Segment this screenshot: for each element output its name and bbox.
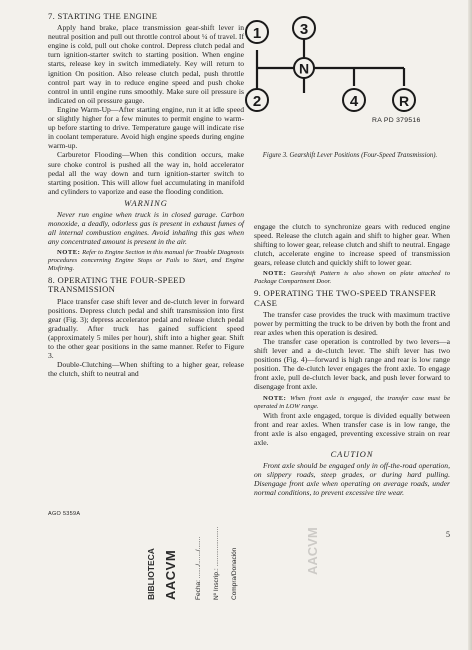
para-carburetor-flooding: Carburetor Flooding—When this condition occurs, make sure choke control is pushed all the way in, hold accelerator pedal all the way down and turn ignition-starter switch to starting position. This will allow fuel accumulating in manifold and cylinders to vaporize and ease the flooding condition. [48, 150, 244, 196]
gear-label-4: 4 [349, 93, 359, 110]
note-lead: NOTE: [57, 249, 81, 257]
para-engine-warmup: Engine Warm-Up—After starting engine, run it at idle speed or slightly higher for a few minutes to permit engine to warm-up before starting to drive. Temperature gauge will indicate rise in coolant temperature. Avoid high engine speeds during engine warm-up. [48, 104, 244, 151]
warning-text: Never run engine when truck is in closed garage. Carbon monoxide, a deadly, odorless gas is present in exhaust fumes of all internal combustion engines. Avoid inhaling this gas when any concentrated amount is present in the air. [48, 209, 244, 247]
right-column [254, 222, 450, 497]
para-transfer-1: The transfer case provides the truck with maximum tractive power by permitting the truck to be driven by both the front and rear axles when this operation is desired. [254, 309, 450, 337]
note-text: When front axle is engaged, the transfer case must be operated in LOW range. [254, 394, 450, 410]
stamp-line-inscripcion: Nº Inscrip.: ...................... [213, 526, 220, 600]
library-stamp [138, 508, 248, 602]
gear-label-reverse: R [398, 93, 410, 109]
gear-label-1: 1 [252, 25, 262, 42]
page-edge [468, 0, 472, 650]
stamp-ghost-text: AACVM [305, 527, 320, 575]
caution-title: CAUTION [330, 449, 374, 459]
note-gearshift-pattern [254, 270, 450, 286]
para-transfer-2: The transfer case operation is controlled by two levers—a shift lever and a de-clutch lever. The shift lever has two positions (Fig. 4)—forward is high range and rear is low range position. The de-clutch lever engages the front axle. To engage front axle, pull de-clutch lever back, and push lever forward to disengage front axle. [254, 336, 450, 392]
para-transfer-3: With front axle engaged, torque is divided equally between front and rear axles. When transfer case is in low range, the front axle is also engaged, preventing excessive strain on rear axle. [254, 410, 450, 447]
left-column [48, 12, 244, 378]
para-starting-engine: Apply hand brake, place transmission gear-shift lever in neutral position and pull out throttle control about ¼ of travel. If engine is cold, pull out choke control. Depress clutch pedal and turn ignition-starter switch to starting position. When engine starts, release key in switch immediately. Key will return to ignition On position. Also release clutch pedal, push throttle control part way in to reduce engine speed and push choke control in until engine runs smoothly. Make sure oil pressure is indicated on oil pressure gauge. [48, 23, 244, 105]
gear-position-1 [246, 21, 268, 43]
gear-position-reverse [393, 89, 415, 111]
para-double-clutching: Double-Clutching—When shifting to a higher gear, release the clutch, shift to neutral and [48, 360, 244, 379]
note-front-axle [254, 395, 450, 411]
figure-caption: Figure 3. Gearshift Lever Positions (Four-Speed Transmission). [262, 152, 438, 159]
note-trouble-diagnosis [48, 249, 244, 273]
heading-four-speed: 8. OPERATING THE FOUR-SPEED TRANSMISSION [48, 275, 186, 295]
page-number: 5 [446, 530, 450, 539]
figure-reference: RA PD 379516 [372, 117, 421, 124]
heading-transfer-case: 9. OPERATING THE TWO-SPEED TRANSFER CASE [254, 288, 437, 308]
gear-position-neutral [294, 58, 314, 78]
para-double-clutch-cont: engage the clutch to synchronize gears with reduced engine speed. Release the clutch again and shift to higher gear. When shifting to lower gear, release clutch and shift to neutral. Engage clutch, accelerate engine to increase speed of transmission gears, release clutch and quickly shift to lower gear. [254, 222, 450, 268]
stamp-line-aacvm: AACVM [163, 549, 178, 600]
gear-position-2 [246, 89, 268, 111]
warning-title: WARNING [124, 198, 168, 208]
note-lead: NOTE: [263, 270, 287, 278]
para-four-speed: Place transfer case shift lever and de-clutch lever in forward positions. Depress clutch pedal and shift transmission into first gear (Fig. 3); depress accelerator pedal and release clutch pedal gradually. After truck has gained sufficient speed (approximately 5 miles per hour), shift into a higher gear. Shift to the other gear positions in the same manner. Refer to Figure 3. [48, 296, 244, 361]
gear-label-2: 2 [252, 93, 262, 110]
gear-position-3 [293, 17, 315, 39]
stamp-bleedthrough [300, 515, 340, 575]
stamp-line-compra: Compra/Donación [231, 547, 238, 600]
gearshift-diagram [244, 8, 444, 133]
note-text: Gearshift Pattern is also shown on plate attached to Package Compartment Door. [254, 270, 450, 286]
gear-label-neutral: N [298, 60, 310, 77]
stamp-line-fecha: Fecha: ......./......./....... [195, 536, 202, 600]
stamp-line-biblioteca: BIBLIOTECA [146, 548, 156, 600]
gear-label-3: 3 [299, 21, 309, 38]
caution-text: Front axle should be engaged only in off-the-road operation, on slippery roads, steep grades, or during hard pulling. Disengage front axle when operating on average roads, under normal conditions, to prevent excessive tire wear. [254, 460, 450, 498]
footer-code: AGO 5359A [48, 511, 81, 517]
note-text: Refer to Engine Section in this manual for Trouble Diagnosis procedures concerning Engine Stops or Fails to Start, and Engine Misfiring. [48, 249, 244, 273]
heading-starting-engine: 7. STARTING THE ENGINE [48, 11, 158, 21]
gear-position-4 [343, 89, 365, 111]
note-lead: NOTE: [263, 394, 287, 402]
